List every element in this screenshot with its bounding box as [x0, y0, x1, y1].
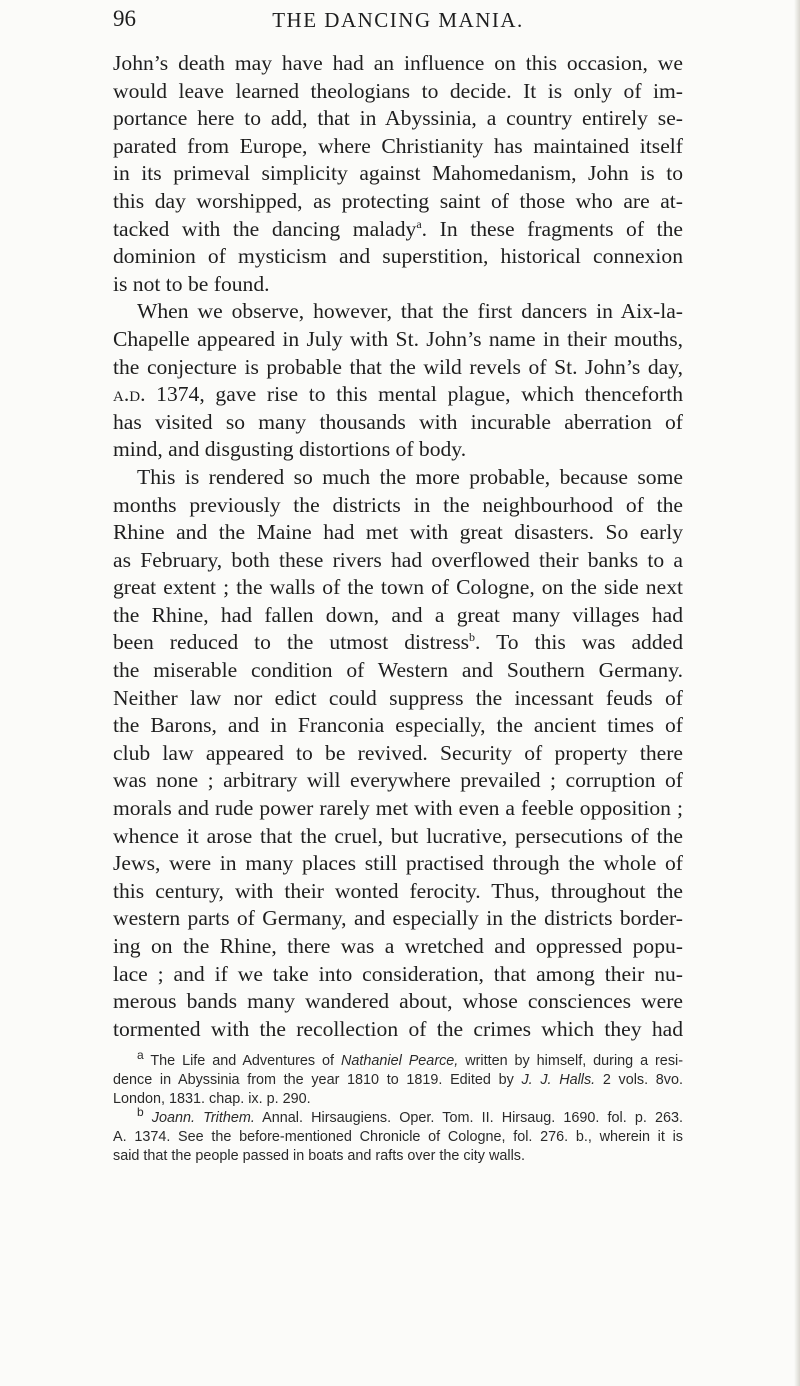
text-fragment: . To this was added: [475, 630, 684, 655]
text-line: portance here to add, that in Abyssinia, a country entirely se-: [113, 106, 683, 131]
footnote-b: [113, 1105, 683, 1128]
footnote-line: said that the people passed in boats and rafts over the city walls.: [113, 1148, 525, 1164]
text-line: merous bands many wandered about, whose consciences were: [113, 989, 683, 1014]
text-line: whence it arose that the cruel, but lucrative, persecutions of the: [113, 823, 683, 848]
era-abbreviation: a.d.: [113, 382, 146, 407]
paragraph-start: When we observe, however, that the first dancers in Aix-la-: [137, 299, 683, 324]
text-fragment: been reduced to the utmost distress: [113, 630, 470, 655]
text-line: [113, 381, 683, 409]
page-edge-shadow: [794, 0, 800, 1386]
running-head: THE DANCING MANIA.: [272, 8, 524, 32]
footnote-italic: Nathaniel Pearce,: [340, 1053, 459, 1069]
footnote-italic: Joann. Trithem.: [143, 1110, 255, 1126]
text-line: Chapelle appeared in July with St. John’s name in their mouths,: [113, 326, 683, 351]
footnote-text: written by himself, during a resi-: [458, 1053, 683, 1069]
text-line: the miserable condition of Western and Southern Germany.: [113, 658, 683, 683]
text-line: western parts of Germany, and especially in the districts border-: [113, 906, 683, 931]
text-line: John’s death may have had an influence on this occasion, we: [113, 51, 683, 75]
text-line: this day worshipped, as protecting saint of those who are at-: [113, 188, 683, 213]
text-fragment: 1374, gave rise to this mental plague, which thenceforth: [145, 382, 683, 407]
footnote-line: London, 1831. chap. ix. p. 290.: [113, 1091, 311, 1107]
text-line: mind, and disgusting distortions of body.: [113, 437, 467, 462]
text-line: this century, with their wonted ferocity. Thus, throughout the: [113, 878, 683, 903]
text-line: the conjecture is probable that the wild revels of St. John’s day,: [113, 354, 683, 379]
text-line: parated from Europe, where Christianity has maintained itself: [113, 133, 683, 158]
text-line: was none ; arbitrary will everywhere prevailed ; corruption of: [113, 768, 683, 793]
text-line: [113, 216, 683, 244]
footnotes: [113, 1048, 684, 1166]
text-line: is not to be found.: [113, 271, 270, 296]
footnote-line: A. 1374. See the before-mentioned Chronicle of Cologne, fol. 276. b., wherein it is: [113, 1129, 683, 1145]
text-line: in its primeval simplicity against Mahomedanism, John is to: [113, 161, 683, 186]
footnote-text: Annal. Hirsaugiens. Oper. Tom. II. Hirsaug. 1690. fol. p. 263.: [254, 1110, 683, 1126]
text-line: ing on the Rhine, there was a wretched and oppressed popu-: [113, 934, 683, 958]
text-line: would leave learned theologians to decide. It is only of im-: [113, 78, 683, 103]
text-fragment: . In these fragments of the: [421, 216, 683, 241]
text-line: the Rhine, had fallen down, and a great many villages had: [113, 602, 683, 627]
page-number: 96: [113, 6, 136, 31]
text-fragment: tacked with the dancing malady: [113, 216, 417, 241]
footnote-marker-b: b: [137, 1105, 144, 1120]
paragraph-start: This is rendered so much the more probable, because some: [137, 464, 683, 489]
text-line: morals and rude power rarely met with even a feeble opposition ;: [113, 796, 683, 821]
text-line: tormented with the recollection of the crimes which they had: [113, 1016, 683, 1041]
text-line: dominion of mysticism and superstition, historical connexion: [113, 244, 683, 269]
footnote-text: 2 vols. 8vo.: [595, 1072, 684, 1088]
body-text: [113, 50, 683, 1043]
text-line: the Barons, and in Franconia especially, the ancient times of: [113, 713, 683, 738]
text-line: great extent ; the walls of the town of Cologne, on the side next: [113, 575, 683, 600]
footnote-ref-b: b: [469, 630, 476, 645]
text-line: Neither law nor edict could suppress the incessant feuds of: [113, 685, 683, 710]
page-header: [113, 6, 683, 38]
footnote-line: [113, 1071, 683, 1090]
text-line: club law appeared to be revived. Security of property there: [113, 740, 683, 765]
footnote-ref-a: a: [416, 216, 422, 231]
text-line: as February, both these rivers had overflowed their banks to a: [113, 547, 683, 572]
footnote-text: The Life and Adventures of: [143, 1053, 341, 1069]
footnote-a: [113, 1048, 683, 1071]
footnote-italic: J. J. Halls.: [521, 1072, 596, 1088]
text-line: [113, 629, 683, 657]
footnote-marker-a: a: [137, 1048, 144, 1063]
text-line: has visited so many thousands with incurable aberration of: [113, 409, 683, 434]
text-line: months previously the districts in the neighbourhood of the: [113, 492, 683, 517]
footnote-text: dence in Abyssinia from the year 1810 to 1819. Edited by: [113, 1072, 522, 1088]
text-line: Jews, were in many places still practised through the whole of: [113, 851, 683, 876]
text-line: lace ; and if we take into consideration, that among their nu-: [113, 961, 683, 986]
text-line: Rhine and the Maine had met with great disasters. So early: [113, 520, 683, 545]
